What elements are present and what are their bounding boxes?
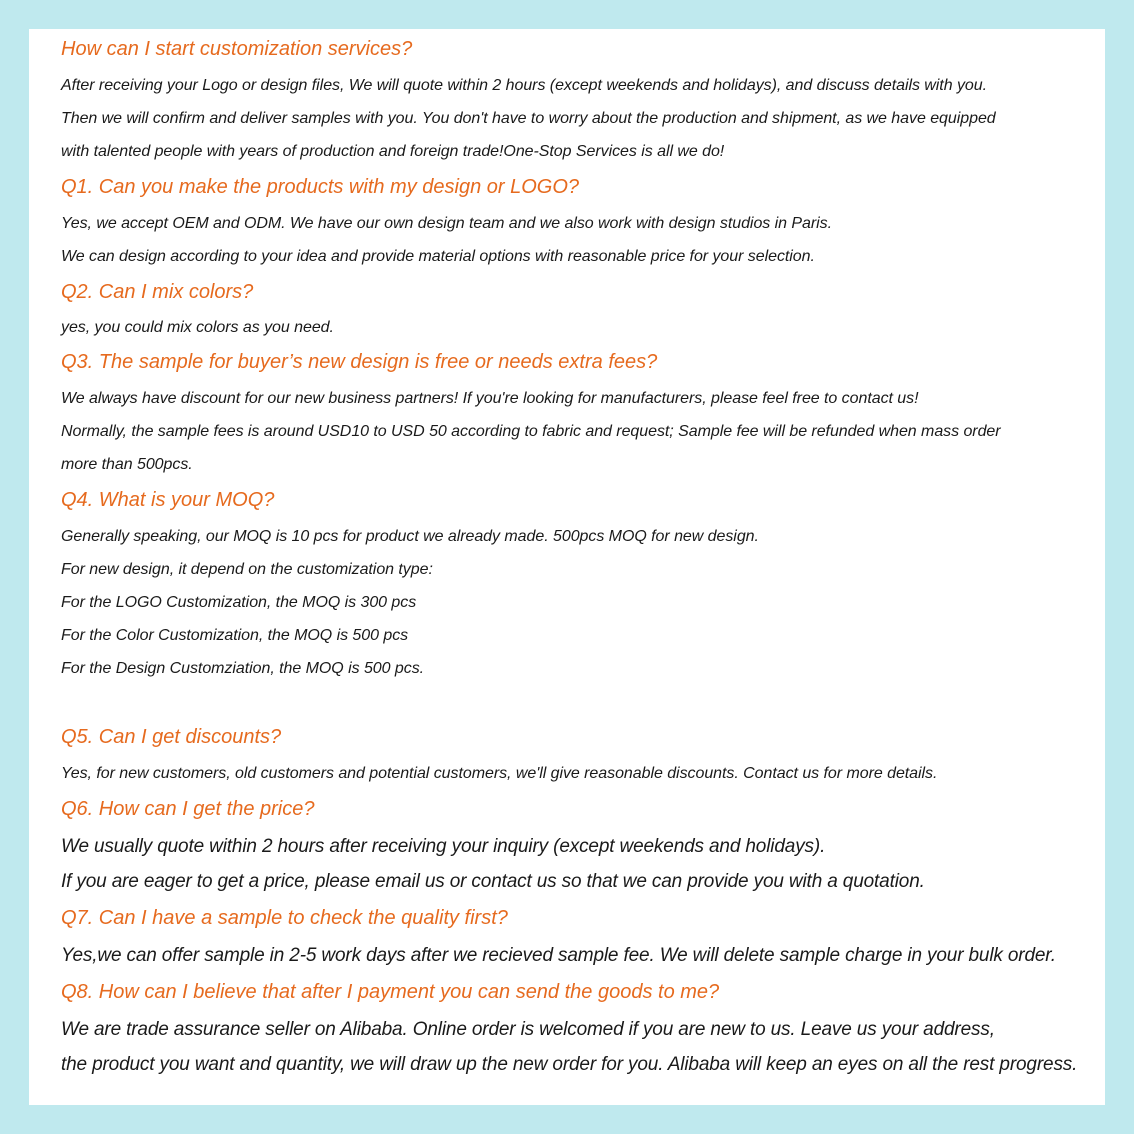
faq-question-q3: Q3. The sample for buyer’s new design is free or needs extra fees? bbox=[61, 351, 658, 373]
faq-answer-line: After receiving your Logo or design files, We will quote within 2 hours (except weekends and holidays), and discuss details with you. bbox=[61, 77, 987, 94]
faq-answer-line: Yes,we can offer sample in 2-5 work days after we recieved sample fee. We will delete sample charge in your bulk order. bbox=[61, 945, 1056, 966]
faq-answer-line: with talented people with years of production and foreign trade!One-Stop Services is all we do! bbox=[61, 143, 725, 160]
faq-answer-line: For the Design Customzіation, the MOQ is 500 pcs. bbox=[61, 660, 425, 677]
faq-answer-line: Then we will confirm and deliver samples with you. You don't have to worry about the production and shipment, as we have equipped bbox=[61, 110, 996, 127]
faq-answer-line: We always have discount for our new business partners! If you're looking for manufacturers, please feel free to contact us! bbox=[61, 390, 919, 407]
faq-answer-line: We are trade assurance seller on Alibaba. Online order is welcomed if you are new to us. Leave us your address, bbox=[61, 1019, 995, 1040]
faq-answer-line: Generally speaking, our MOQ is 10 pcs for product we already made. 500pcs MOQ for new design. bbox=[61, 528, 759, 545]
faq-answer-line: Yes, we accept OEM and ODM. We have our own design team and we also work with design studios in Paris. bbox=[61, 215, 832, 232]
faq-question-q5: Q5. Can I get discounts? bbox=[61, 726, 282, 748]
faq-panel bbox=[29, 29, 1105, 1105]
faq-question-q1: Q1. Can you make the products with my design or LOGO? bbox=[61, 176, 580, 198]
faq-answer-line: Yes, for new customers, old customers and potential customers, we'll give reasonable discounts. Contact us for more details. bbox=[61, 765, 938, 782]
faq-answer-line: For the LOGO Customization, the MOQ is 300 pcs bbox=[61, 594, 417, 611]
faq-answer-line: If you are eager to get a price, please email us or contact us so that we can provide you with a quotation. bbox=[61, 871, 925, 892]
faq-question-q2: Q2. Can I mix colors? bbox=[61, 281, 254, 303]
faq-question-q4: Q4. What is your MOQ? bbox=[61, 489, 275, 511]
faq-answer-line: For the Color Customization, the MOQ is 500 pcs bbox=[61, 627, 409, 644]
faq-answer-line: We can design according to your idea and provide material options with reasonable price for your selection. bbox=[61, 248, 815, 265]
faq-question-q8: Q8. How can I believe that after I payment you can send the goods to me? bbox=[61, 981, 720, 1003]
faq-answer-line: the product you want and quantity, we will draw up the new order for you. Alibaba will keep an eyes on all the rest progress. bbox=[61, 1054, 1078, 1075]
faq-answer-line: We usually quote within 2 hours after receiving your inquiry (except weekends and holidays). bbox=[61, 836, 826, 857]
faq-question-q6: Q6. How can I get the price? bbox=[61, 798, 315, 820]
faq-question-intro: How can I start customization services? bbox=[61, 38, 413, 60]
faq-answer-line: Normally, the sample fees is around USD10 to USD 50 according to fabric and request; Sample fee will be refunded when mass order bbox=[61, 423, 1001, 440]
faq-answer-line: more than 500pcs. bbox=[61, 456, 193, 473]
faq-answer-line: For new design, it depend on the customization type: bbox=[61, 561, 433, 578]
faq-question-q7: Q7. Can I have a sample to check the quality first? bbox=[61, 907, 508, 929]
faq-answer-line: yes, you could mix colors as you need. bbox=[61, 319, 334, 336]
